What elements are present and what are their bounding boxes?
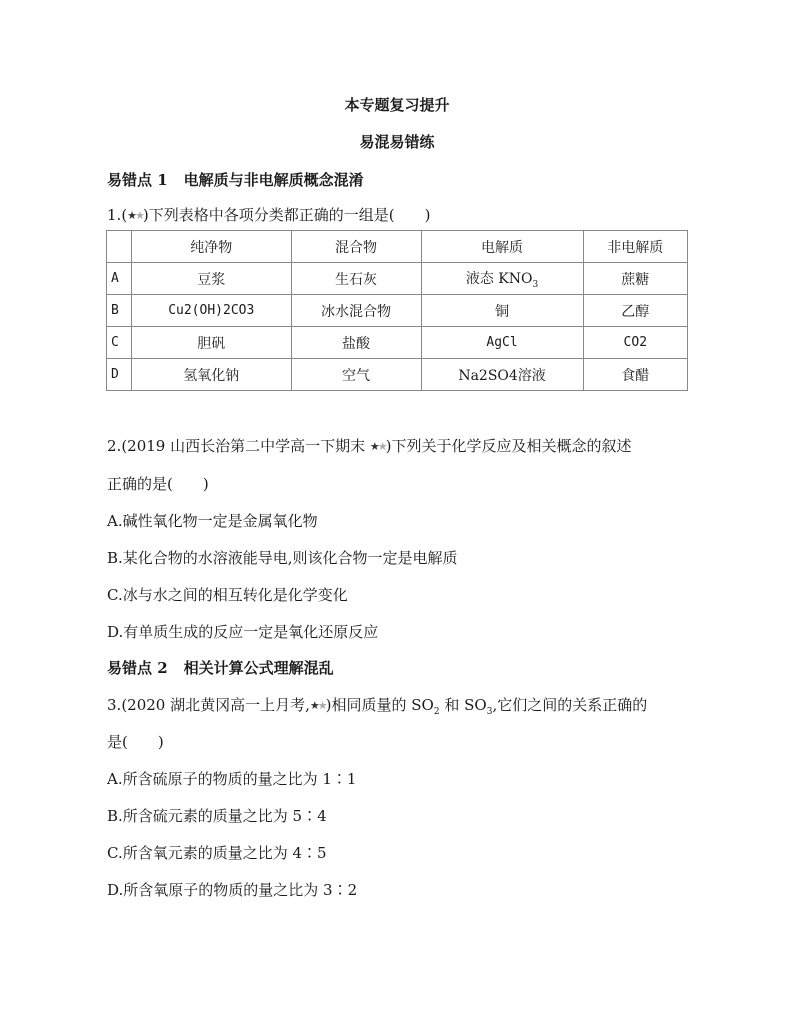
- table-cell: 乙醇: [583, 295, 687, 327]
- page-title: 本专题复习提升: [344, 96, 450, 114]
- column-header: 混合物: [291, 231, 421, 263]
- difficulty-stars-icon: ★★: [369, 440, 386, 453]
- formula-subscript: 2: [433, 707, 440, 717]
- question-text: )相同质量的 SO: [325, 696, 434, 714]
- question-text: 下列表格中各项分类都正确的一组是( ): [148, 206, 431, 224]
- question-text: 和 SO: [439, 696, 487, 714]
- question-2-option-a: A.碱性氧化物一定是金属氧化物: [107, 512, 318, 530]
- table-cell: CO2: [583, 327, 687, 359]
- table-corner-cell: [107, 231, 132, 263]
- column-header: 纯净物: [132, 231, 292, 263]
- table-cell: 胆矾: [132, 327, 292, 359]
- section-label: 易错点 1: [107, 171, 168, 189]
- section-title: 电解质与非电解质概念混淆: [183, 171, 364, 189]
- question-source: (2019 山西长治第二中学高一下期末: [121, 437, 366, 455]
- question-3-stem-line2: 是( ): [107, 733, 164, 751]
- table-row: [107, 359, 688, 391]
- table-cell: 豆浆: [132, 263, 292, 295]
- question-2-option-c: C.冰与水之间的相互转化是化学变化: [107, 586, 348, 604]
- paren-open: (: [121, 206, 128, 224]
- question-number: 1.: [107, 206, 122, 224]
- section-heading-1: [107, 169, 364, 190]
- difficulty-stars-icon: ★★: [127, 209, 143, 222]
- table-row: [107, 295, 688, 327]
- section-label: 易错点 2: [107, 659, 168, 677]
- table-cell: 蔗糖: [583, 263, 687, 295]
- question-2-stem-line1: [107, 435, 632, 456]
- row-label: B: [107, 295, 132, 327]
- table-cell: AgCl: [421, 327, 583, 359]
- question-3-option-a: A.所含硫原子的物质的量之比为 1∶1: [107, 770, 357, 788]
- question-3-option-d: D.所含氧原子的物质的量之比为 3∶2: [107, 881, 358, 899]
- table-cell: 生石灰: [291, 263, 421, 295]
- row-label: D: [107, 359, 132, 391]
- question-2-option-b: B.某化合物的水溶液能导电,则该化合物一定是电解质: [107, 549, 458, 567]
- question-1-stem: [107, 204, 431, 225]
- table-cell: 空气: [291, 359, 421, 391]
- formula-subscript: 3: [532, 279, 539, 290]
- question-2-option-d: D.有单质生成的反应一定是氧化还原反应: [107, 623, 379, 641]
- table-cell: 冰水混合物: [291, 295, 421, 327]
- question-3-option-c: C.所含氧元素的质量之比为 4∶5: [107, 844, 327, 862]
- question-3-option-b: B.所含硫元素的质量之比为 5∶4: [107, 807, 327, 825]
- question-source: (2020 湖北黄冈高一上月考,: [121, 696, 310, 714]
- table-cell: 食醋: [583, 359, 687, 391]
- section-title: 相关计算公式理解混乱: [183, 659, 334, 677]
- page-subtitle: 易混易错练: [359, 133, 435, 151]
- table-cell: Cu2(OH)2CO3: [132, 295, 292, 327]
- table-cell: 铜: [421, 295, 583, 327]
- question-number: 3.: [107, 696, 122, 714]
- section-heading-2: [107, 657, 334, 678]
- table-row: [107, 263, 688, 295]
- formula-text: 液态 KNO: [465, 270, 533, 287]
- table-row: [107, 327, 688, 359]
- question-text: )下列关于化学反应及相关概念的叙述: [385, 437, 632, 455]
- table-cell: 氢氧化钠: [132, 359, 292, 391]
- question-text: ,它们之间的关系正确的: [492, 696, 648, 714]
- question-2-stem-line2: 正确的是( ): [107, 475, 209, 493]
- column-header: 非电解质: [583, 231, 687, 263]
- question-3-stem-line1: [107, 694, 647, 717]
- row-label: A: [107, 263, 132, 295]
- column-header: 电解质: [421, 231, 583, 263]
- table-header-row: [107, 231, 688, 263]
- question-number: 2.: [107, 437, 122, 455]
- table-cell: 盐酸: [291, 327, 421, 359]
- classification-table: [106, 230, 688, 391]
- paren-close: ): [142, 206, 149, 224]
- table-cell: [421, 263, 583, 295]
- difficulty-stars-icon: ★★: [309, 699, 326, 712]
- formula-subscript: 3: [486, 707, 493, 717]
- row-label: C: [107, 327, 132, 359]
- table-cell: Na2SO4溶液: [421, 359, 583, 391]
